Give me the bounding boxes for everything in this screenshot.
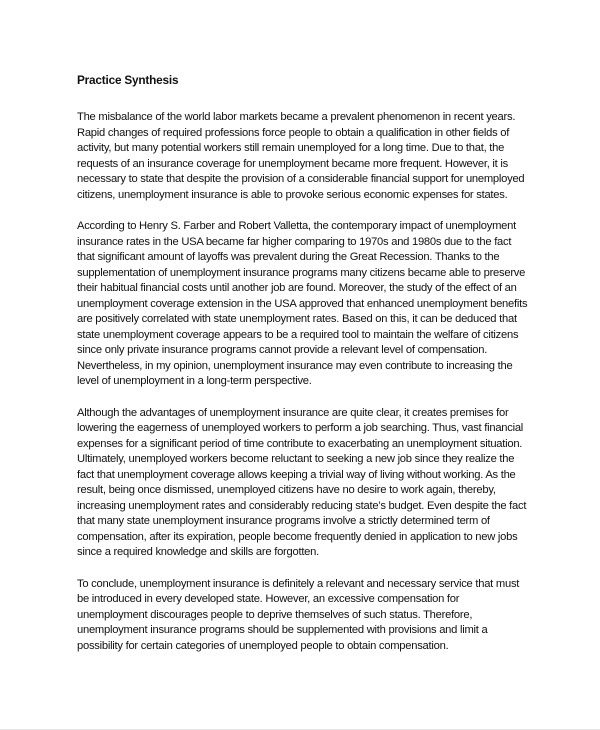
- paragraph-intro: The misbalance of the world labor markets became a prevalent phenomenon in recent years. Rapid changes of required professions force people to obtain a qualification in other fields of activity, but many potential workers still remain unemployed for a long time. Due to that, the requests of an insurance coverage for unemployment became more frequent. However, it is necessary to state that despite the provision of a considerable financial support for unemployed citizens, unemployment insurance is able to provoke serious economic expenses for states.: [77, 111, 525, 201]
- document-title: Practice Synthesis: [77, 73, 179, 87]
- paragraph-disadvantages: Although the advantages of unemployment insurance are quite clear, it creates premises for lowering the eagerness of unemployed workers to perform a job searching. Thus, vast financial expenses for a significant period of time contribute to exacerbating an unemployment situation. Ultimately, unemployed workers become reluctant to seeking a new job since they realize the fact that unemployment coverage allows keeping a trivial way of living without working. As the result, being once dismissed, unemployed citizens have no desire to work again, thereby, increasing unemployment rates and considerably reducing state’s budget. Even despite the fact that many state unemployment insurance programs involve a strictly determined term of compensation, after its expiration, people become frequently denied in application to new jobs since a required knowledge and skills are forgotten.: [77, 406, 527, 558]
- document-body: [77, 72, 529, 670]
- paragraph-farber-valletta: According to Henry S. Farber and Robert Valletta, the contemporary impact of unemployment insurance rates in the USA became far higher comparing to 1970s and 1980s due to the fact that significant amount of layoffs was prevalent during the Great Recession. Thanks to the supplementation of unemployment insurance programs many citizens became able to preserve their habitual financial costs until another job are found. Moreover, the study of the effect of an unemployment coverage extension in the USA approved that enhanced unemployment benefits are positively correlated with state unemployment rates. Based on this, it can be deduced that state unemployment coverage appears to be a required tool to maintain the welfare of citizens since only private insurance programs cannot provide a relevant level of compensation. Nevertheless, in my opinion, unemployment insurance may even contribute to increasing the level of unemployment in a long-term perspective.: [77, 220, 528, 387]
- paragraph-conclusion: To conclude, unemployment insurance is definitely a relevant and necessary service that must be introduced in every developed state. However, an excessive compensation for unemployment discourages people to deprive themselves of such status. Therefore, unemployment insurance programs should be supplemented with provisions and limit a possibility for certain categories of unemployed people to obtain compensation.: [77, 577, 520, 652]
